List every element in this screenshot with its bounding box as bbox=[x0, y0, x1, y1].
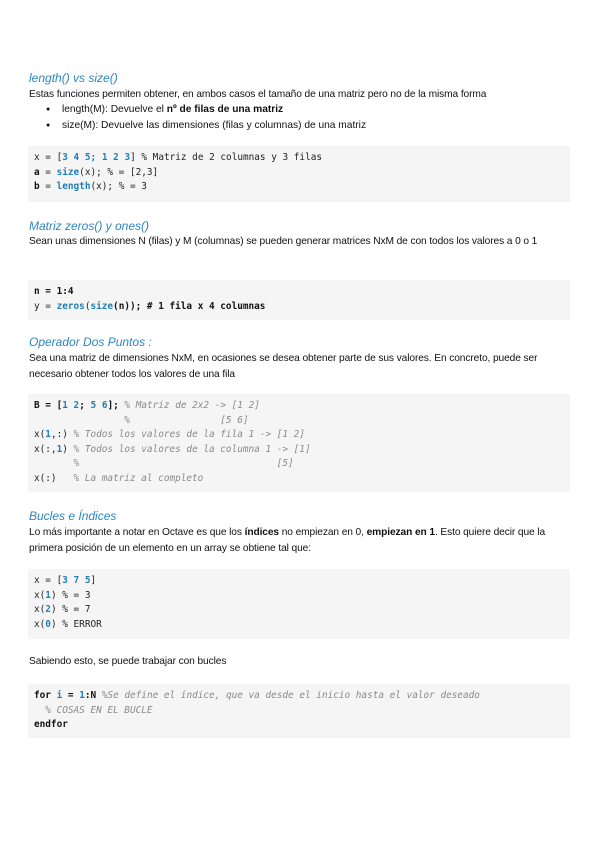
code-block-indices bbox=[28, 569, 570, 639]
section-intro-length-size: Estas funciones permiten obtener, en ambos casos el tamaño de una matriz pero no de la misma forma bbox=[29, 89, 487, 100]
section-heading-length-size: length() vs size() bbox=[29, 71, 118, 85]
code-line: x(1,:) % Todos los valores de la fila 1 -> [1 2] bbox=[34, 429, 305, 440]
code-line: b = length(x); % = 3 bbox=[34, 181, 147, 192]
code-line: % [5] bbox=[34, 458, 294, 469]
section-intro-dos-puntos: Sea una matriz de dimensiones NxM, en ocasiones se desea obtener parte de sus valores. En concreto, puede ser necesario obtener todos los valores de una fila bbox=[29, 353, 538, 380]
section-heading-dos-puntos: Operador Dos Puntos : bbox=[29, 335, 152, 349]
code-line: x(:,1) % Todos los valores de la columna 1 -> [1] bbox=[34, 443, 311, 455]
code-line: % COSAS EN EL BUCLE bbox=[34, 704, 153, 716]
section-intro-bucles: Lo más importante a notar en Octave es que los índices no empiezan en 0, empiezan en 1. Esto quiere decir que la primera posición de un elemento en un array se obtiene tal que: bbox=[29, 527, 546, 554]
code-block-length-size bbox=[28, 146, 570, 202]
code-line: % [5 6] bbox=[34, 414, 249, 426]
code-line: endfor bbox=[34, 719, 68, 730]
bullet-list bbox=[29, 102, 366, 133]
code-line: y = zeros(size(n)); # 1 fila x 4 columnas bbox=[34, 300, 266, 312]
bullet-text: length(M): Devuelve el bbox=[62, 104, 167, 115]
code-block-loop bbox=[28, 684, 570, 738]
code-block-zeros-ones bbox=[28, 280, 570, 320]
code-line: B = [1 2; 5 6]; % Matriz de 2x2 -> [1 2] bbox=[34, 400, 260, 411]
section-heading-bucles: Bucles e Índices bbox=[29, 509, 117, 523]
code-block-dos-puntos bbox=[28, 394, 570, 492]
code-line: n = 1:4 bbox=[34, 286, 74, 297]
code-line: x = [3 4 5; 1 2 3] % Matriz de 2 columnas y 3 filas bbox=[34, 152, 322, 163]
code-line: x(:) % La matriz al completo bbox=[34, 472, 204, 484]
text-after-indices: Sabiendo esto, se puede trabajar con bucles bbox=[29, 656, 227, 667]
code-line: x = [3 7 5] bbox=[34, 575, 97, 586]
list-item bbox=[29, 102, 366, 118]
section-heading-zeros-ones: Matriz zeros() y ones() bbox=[29, 219, 150, 233]
list-item bbox=[29, 118, 366, 134]
code-line: a = size(x); % = [2,3] bbox=[34, 166, 159, 178]
code-line: x(2) % = 7 bbox=[34, 604, 91, 615]
code-line: x(0) % ERROR bbox=[34, 618, 102, 630]
code-line: for i = 1:N %Se define el índice, que va desde el inicio hasta el valor deseado bbox=[34, 690, 480, 701]
bullet-bold-text: nº de filas de una matriz bbox=[166, 104, 284, 115]
code-line: x(1) % = 3 bbox=[34, 589, 91, 601]
section-intro-zeros-ones: Sean unas dimensiones N (filas) y M (columnas) se pueden generar matrices NxM de con todos los valores a 0 o 1 bbox=[29, 236, 538, 247]
bullet-text: size(M): Devuelve las dimensiones (filas y columnas) de una matriz bbox=[62, 119, 367, 131]
